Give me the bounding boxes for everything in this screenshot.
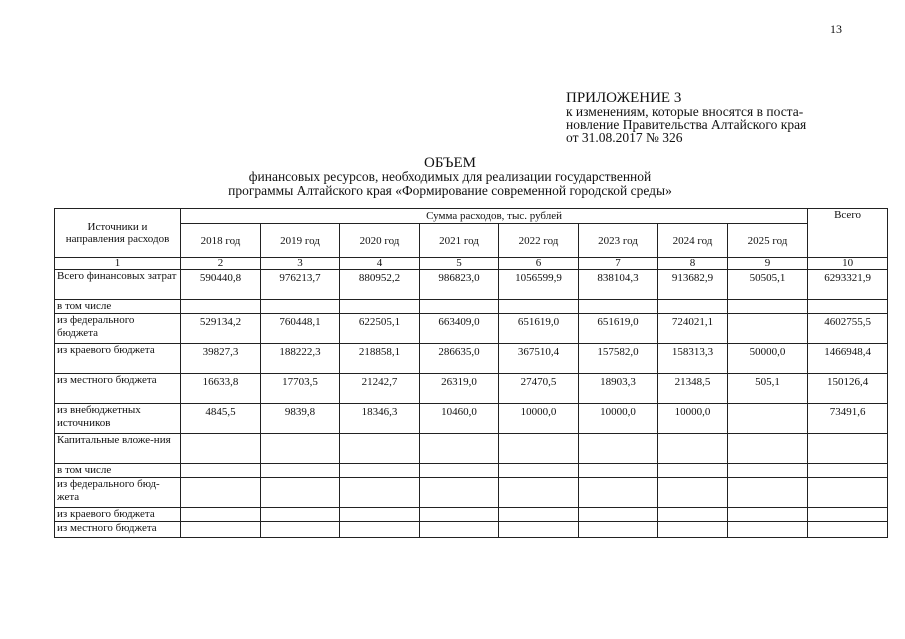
value-cell bbox=[420, 522, 499, 538]
value-cell bbox=[579, 522, 658, 538]
value-cell bbox=[728, 314, 808, 344]
value-cell: 157582,0 bbox=[579, 344, 658, 374]
value-cell bbox=[340, 464, 420, 478]
column-number: 4 bbox=[340, 258, 420, 270]
value-cell bbox=[579, 300, 658, 314]
value-cell bbox=[499, 508, 579, 522]
table-row bbox=[55, 344, 888, 374]
column-number: 7 bbox=[579, 258, 658, 270]
table-row bbox=[55, 478, 888, 508]
appendix-line: от 31.08.2017 № 326 bbox=[566, 130, 683, 145]
row-label: из местного бюджета bbox=[55, 374, 181, 404]
column-number: 3 bbox=[261, 258, 340, 270]
year-header: 2024 год bbox=[658, 224, 728, 258]
value-cell bbox=[420, 478, 499, 508]
column-number: 6 bbox=[499, 258, 579, 270]
value-cell bbox=[181, 464, 261, 478]
row-label: из краевого бюджета bbox=[55, 344, 181, 374]
value-cell: 50000,0 bbox=[728, 344, 808, 374]
value-cell bbox=[728, 478, 808, 508]
row-label: Всего финансовых затрат bbox=[55, 270, 181, 300]
value-cell bbox=[420, 464, 499, 478]
year-header: 2023 год bbox=[579, 224, 658, 258]
column-number: 2 bbox=[181, 258, 261, 270]
value-cell bbox=[579, 478, 658, 508]
table-row bbox=[55, 464, 888, 478]
appendix-line: новление Правительства Алтайского края bbox=[566, 117, 807, 132]
value-cell: 505,1 bbox=[728, 374, 808, 404]
value-cell bbox=[340, 300, 420, 314]
row-label: в том числе bbox=[55, 464, 181, 478]
value-cell bbox=[340, 508, 420, 522]
appendix-title: ПРИЛОЖЕНИЕ 3 bbox=[566, 90, 682, 106]
value-cell: 188222,3 bbox=[261, 344, 340, 374]
value-cell: 150126,4 bbox=[808, 374, 888, 404]
value-cell: 17703,5 bbox=[261, 374, 340, 404]
value-cell: 651619,0 bbox=[499, 314, 579, 344]
table-row bbox=[55, 314, 888, 344]
page-number: 13 bbox=[830, 22, 842, 36]
value-cell bbox=[499, 478, 579, 508]
column-number: 9 bbox=[728, 258, 808, 270]
value-cell: 26319,0 bbox=[420, 374, 499, 404]
value-cell: 286635,0 bbox=[420, 344, 499, 374]
column-number: 5 bbox=[420, 258, 499, 270]
column-number-row bbox=[55, 258, 888, 270]
value-cell bbox=[261, 508, 340, 522]
value-cell: 10000,0 bbox=[658, 404, 728, 434]
year-header: 2021 год bbox=[420, 224, 499, 258]
value-cell: 724021,1 bbox=[658, 314, 728, 344]
value-cell: 73491,6 bbox=[808, 404, 888, 434]
value-cell bbox=[728, 300, 808, 314]
table-row bbox=[55, 434, 888, 464]
value-cell bbox=[499, 434, 579, 464]
value-cell: 18903,3 bbox=[579, 374, 658, 404]
value-cell: 367510,4 bbox=[499, 344, 579, 374]
value-cell bbox=[181, 478, 261, 508]
value-cell bbox=[420, 434, 499, 464]
value-cell bbox=[658, 508, 728, 522]
table-row bbox=[55, 404, 888, 434]
value-cell bbox=[728, 522, 808, 538]
table-row bbox=[55, 300, 888, 314]
financial-resources-table bbox=[54, 208, 888, 538]
total-header: Всего bbox=[808, 209, 888, 258]
appendix-line: к изменениям, которые вносятся в поста- bbox=[566, 104, 804, 119]
value-cell bbox=[808, 478, 888, 508]
title-main: ОБЪЕМ bbox=[424, 155, 476, 171]
column-number: 10 bbox=[808, 258, 888, 270]
value-cell: 880952,2 bbox=[340, 270, 420, 300]
value-cell: 50505,1 bbox=[728, 270, 808, 300]
row-label: из внебюджетных источников bbox=[55, 404, 181, 434]
value-cell: 590440,8 bbox=[181, 270, 261, 300]
value-cell bbox=[261, 522, 340, 538]
value-cell bbox=[658, 464, 728, 478]
value-cell bbox=[499, 522, 579, 538]
value-cell bbox=[808, 434, 888, 464]
value-cell: 622505,1 bbox=[340, 314, 420, 344]
value-cell bbox=[420, 508, 499, 522]
row-label: из краевого бюджета bbox=[55, 508, 181, 522]
table-row bbox=[55, 522, 888, 538]
title-line: финансовых ресурсов, необходимых для реализации государственной bbox=[248, 169, 652, 184]
row-label: из федерального бюд-жета bbox=[55, 478, 181, 508]
source-header: Источники и направления расходов bbox=[55, 209, 181, 258]
value-cell bbox=[728, 464, 808, 478]
year-header: 2020 год bbox=[340, 224, 420, 258]
value-cell: 760448,1 bbox=[261, 314, 340, 344]
value-cell bbox=[181, 508, 261, 522]
column-number: 1 bbox=[55, 258, 181, 270]
value-cell: 838104,3 bbox=[579, 270, 658, 300]
value-cell: 21348,5 bbox=[658, 374, 728, 404]
value-cell bbox=[181, 522, 261, 538]
value-cell: 529134,2 bbox=[181, 314, 261, 344]
value-cell bbox=[579, 508, 658, 522]
year-header: 2019 год bbox=[261, 224, 340, 258]
value-cell bbox=[340, 522, 420, 538]
value-cell bbox=[728, 508, 808, 522]
value-cell: 39827,3 bbox=[181, 344, 261, 374]
sum-header: Сумма расходов, тыс. рублей bbox=[181, 209, 808, 224]
value-cell: 9839,8 bbox=[261, 404, 340, 434]
value-cell: 4845,5 bbox=[181, 404, 261, 434]
column-number: 8 bbox=[658, 258, 728, 270]
value-cell bbox=[499, 300, 579, 314]
value-cell bbox=[340, 434, 420, 464]
title-line: программы Алтайского края «Формирование современной городской среды» bbox=[228, 183, 672, 198]
value-cell bbox=[261, 434, 340, 464]
value-cell: 27470,5 bbox=[499, 374, 579, 404]
row-label: Капитальные вложе-ния bbox=[55, 434, 181, 464]
table-row bbox=[55, 508, 888, 522]
value-cell bbox=[808, 522, 888, 538]
value-cell: 986823,0 bbox=[420, 270, 499, 300]
value-cell bbox=[808, 508, 888, 522]
value-cell: 218858,1 bbox=[340, 344, 420, 374]
year-header: 2022 год bbox=[499, 224, 579, 258]
value-cell: 1466948,4 bbox=[808, 344, 888, 374]
value-cell: 16633,8 bbox=[181, 374, 261, 404]
value-cell bbox=[181, 434, 261, 464]
value-cell bbox=[181, 300, 261, 314]
row-label: в том числе bbox=[55, 300, 181, 314]
value-cell bbox=[579, 434, 658, 464]
value-cell: 6293321,9 bbox=[808, 270, 888, 300]
table-row bbox=[55, 374, 888, 404]
value-cell bbox=[261, 300, 340, 314]
value-cell: 10460,0 bbox=[420, 404, 499, 434]
year-header: 2018 год bbox=[181, 224, 261, 258]
value-cell: 976213,7 bbox=[261, 270, 340, 300]
value-cell bbox=[658, 478, 728, 508]
value-cell bbox=[728, 434, 808, 464]
value-cell: 10000,0 bbox=[499, 404, 579, 434]
year-header: 2025 год bbox=[728, 224, 808, 258]
value-cell bbox=[340, 478, 420, 508]
value-cell bbox=[728, 404, 808, 434]
value-cell bbox=[658, 300, 728, 314]
value-cell: 663409,0 bbox=[420, 314, 499, 344]
table-row bbox=[55, 270, 888, 300]
value-cell bbox=[420, 300, 499, 314]
value-cell bbox=[808, 300, 888, 314]
value-cell bbox=[658, 522, 728, 538]
row-label: из местного бюджета bbox=[55, 522, 181, 538]
document-title bbox=[150, 156, 750, 198]
value-cell bbox=[261, 464, 340, 478]
value-cell bbox=[658, 434, 728, 464]
value-cell: 4602755,5 bbox=[808, 314, 888, 344]
value-cell bbox=[499, 464, 579, 478]
value-cell: 10000,0 bbox=[579, 404, 658, 434]
value-cell bbox=[579, 464, 658, 478]
value-cell: 21242,7 bbox=[340, 374, 420, 404]
value-cell: 158313,3 bbox=[658, 344, 728, 374]
value-cell bbox=[261, 478, 340, 508]
value-cell: 651619,0 bbox=[579, 314, 658, 344]
value-cell: 18346,3 bbox=[340, 404, 420, 434]
value-cell bbox=[808, 464, 888, 478]
appendix-block bbox=[566, 92, 896, 144]
value-cell: 913682,9 bbox=[658, 270, 728, 300]
value-cell: 1056599,9 bbox=[499, 270, 579, 300]
row-label: из федерального бюджета bbox=[55, 314, 181, 344]
